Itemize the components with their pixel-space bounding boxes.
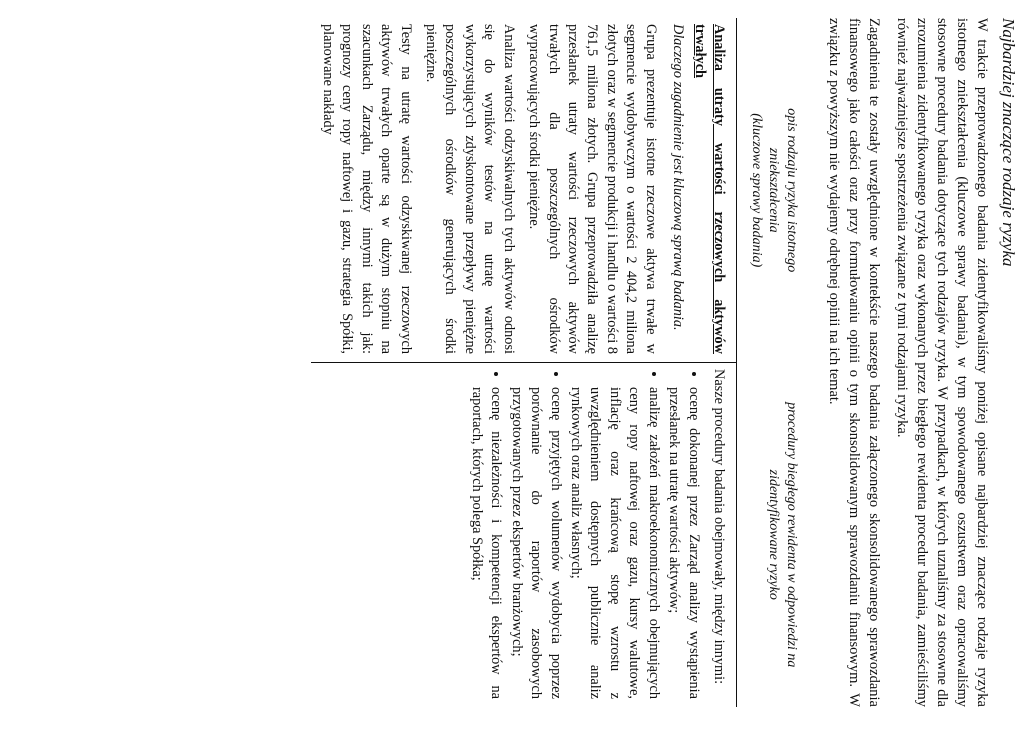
risk-paragraph-3: Testy na utratę wartości odzyskiwanej rzeczowych aktywów trwałych oparte są w dużym stopniu na szacunkach Zarządu, między innymi takich jak: prognozy ceny ropy naftowej i gazu, strategia Spółki, planowane nakłady (319, 24, 414, 354)
risk-paragraph-1: Grupa prezentuje istotne rzeczowe aktywa trwałe w segmencie wydobywczym o wartości 2 404,2 miliona złotych oraz w segmencie produkcji i handlu o wartości 8 761,5 miliona złotych. Grupa przeprowadziła analizę przesłanek utraty wartości rzeczowych aktywów trwałych dla poszczególnych ośrodków wypracowujących środki pieniężne. (526, 24, 659, 354)
procedures-list (466, 369, 702, 699)
risk-description-header (737, 18, 810, 363)
kam-subtitle: Dlaczego zagadnienie jest kluczową sprawą badania. (670, 24, 687, 331)
auditor-procedures-header (737, 363, 810, 708)
risk-header-line-2: zniekształcenia (766, 147, 782, 233)
procedure-item-2: • analizę założeń makroekonomicznych obejmujących ceny ropy naftowej oraz gazu, kursy walutowe, inflację oraz krańcową stopę wzrostu z uwzględnieniem dostępnych publicznie analiz rynkowych oraz analiz własnych; (566, 387, 663, 699)
intro-paragraph-1: W trakcie przeprowadzonego badania zidentyfikowaliśmy poniżej opisane najbardziej znaczące rodzaje ryzyka istotnego zniekształcenia (kluczowe sprawy badania), w tym spowodowanego oszustwem oraz opracowaliśmy stosowne procedury badania dotyczące tych rodzajów ryzyka. W przypadkach, w których uznaliśmy za stosowne dla zrozumienia zidentyfikowanego ryzyka oraz wykonanych przez biegłego rewidenta procedur badania, zamieściliśmy również najważniejsze spostrzeżenia związane z tymi rodzajami ryzyka. (893, 18, 990, 707)
intro-section (824, 18, 992, 707)
risk-paragraph-2: Analiza wartości odzyskiwalnych tych aktywów odnosi się do wyników testów na utratę wartości wykorzystujących zdyskontowane przepływy pieniężne poszczególnych ośrodków generujących środki pieniężne. (422, 24, 517, 354)
key-audit-matters-table (311, 18, 809, 707)
risk-description-cell (311, 18, 736, 363)
risk-header-line-1: opis rodzaju ryzyka istotnego (783, 108, 799, 273)
procedures-intro: Nasze procedury badania obejmowały, między innymi: (711, 369, 728, 685)
procedure-item-3: • ocenę przyjętych wolumenów wydobycia poprzez porównanie do raportów zasobowych przygotowanych przez ekspertów branżowych; (506, 387, 564, 699)
risk-header-line-3: (kluczowe sprawy badania) (748, 113, 764, 268)
procedure-item-1: • ocenę dokonanej przez Zarząd analizy wystąpienia przesłanek na utratę wartości aktywów; (664, 387, 703, 699)
procedures-cell (311, 363, 736, 708)
kam-title: Analiza utraty wartości rzeczowych aktywów trwałych (691, 24, 728, 354)
section-heading: Najbardziej znaczące rodzaje ryzyka (999, 18, 1018, 267)
procedure-item-4: • ocenę niezależności i kompetencji ekspertów na raportach, których polega Spółka; (466, 387, 505, 699)
procedures-header-line-2: zidentyfikowane ryzyko (766, 469, 782, 600)
procedures-header-line-1: procedury biegłego rewidenta w odpowiedzi na (783, 402, 799, 668)
intro-paragraph-2: Zagadnienia te zostały uwzględnione w kontekście naszego badania załączonego skonsolidowanego sprawozdania finansowego jako całości oraz przy formułowaniu opinii o tym skonsolidowanym sprawozdaniu finansowym. W związku z powyższym nie wydajemy odrębnej opinii na ich temat. (825, 18, 882, 707)
